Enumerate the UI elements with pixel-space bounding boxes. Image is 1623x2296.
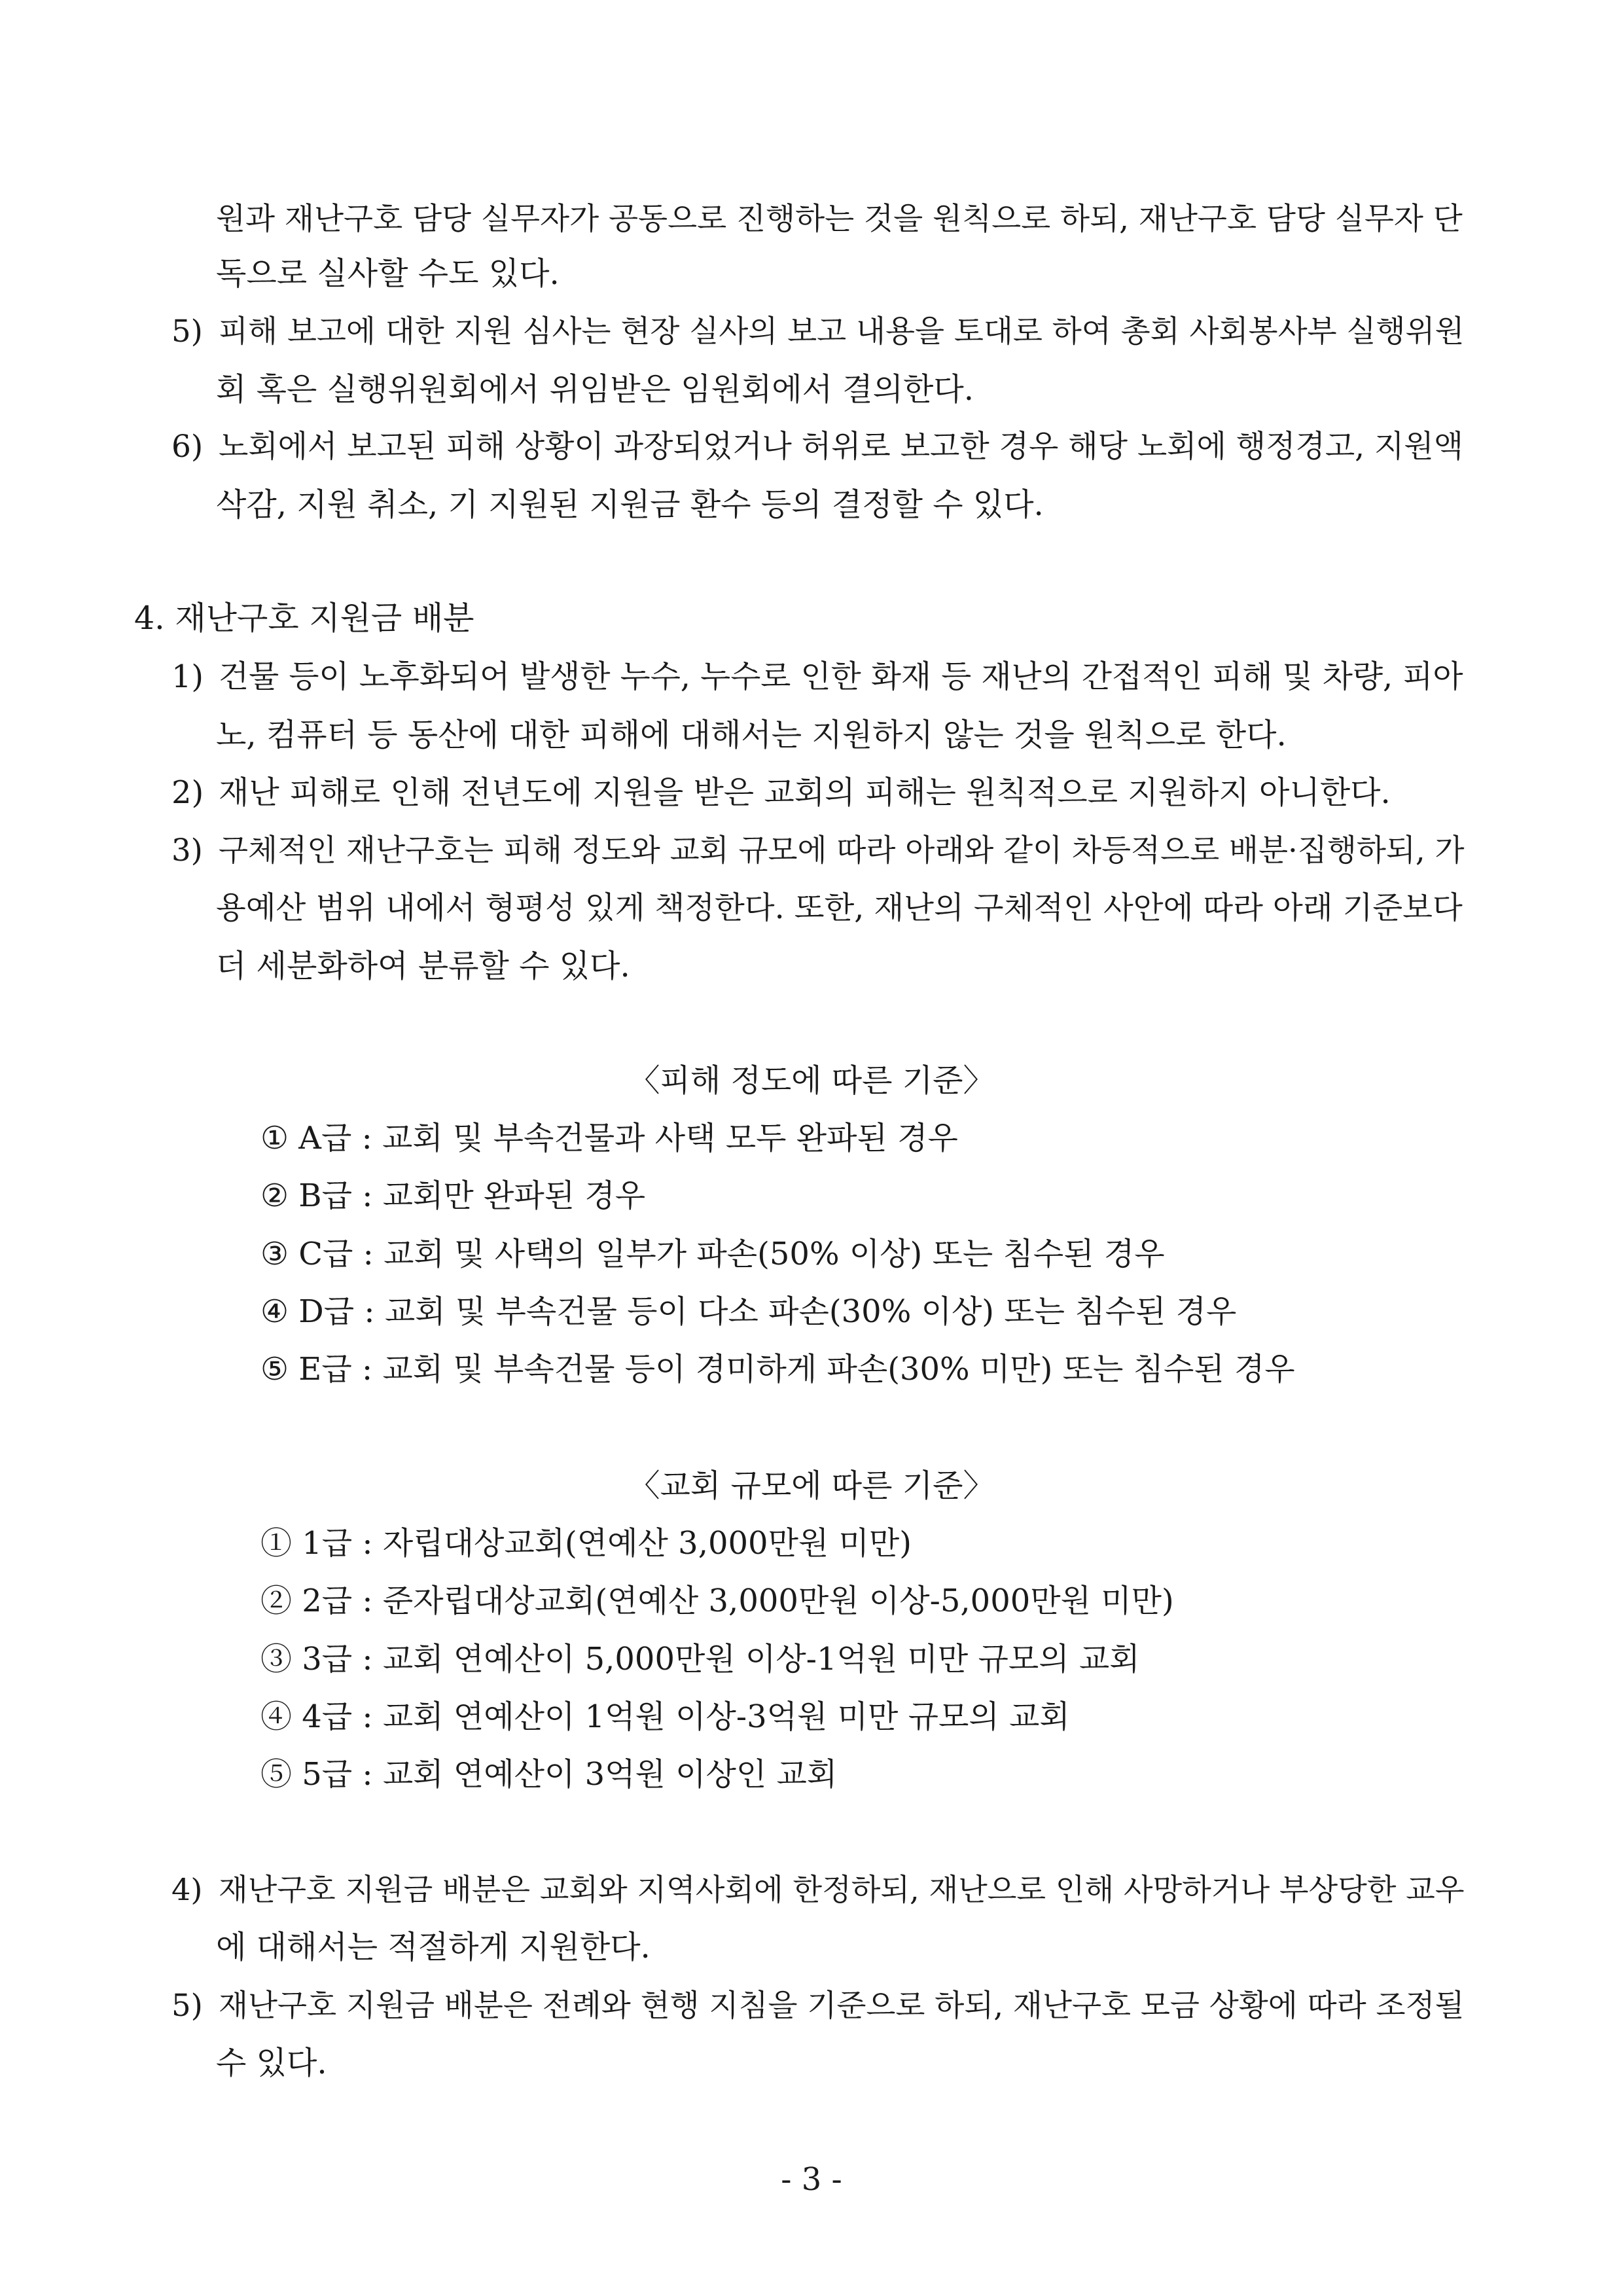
damage-criteria-item: ② B급 : 교회만 완파된 경우 <box>260 1177 646 1214</box>
list-item <box>171 1986 1465 2025</box>
continued-text-line: 독으로 실사할 수도 있다. <box>216 255 560 292</box>
damage-criteria-item: ③ C급 : 교회 및 사택의 일부가 파손(50% 이상) 또는 침수된 경우 <box>260 1236 1165 1272</box>
list-item <box>171 312 1465 351</box>
item-text: 재난 피해로 인해 전년도에 지원을 받은 교회의 피해는 원칙적으로 지원하지 아니한다. <box>219 774 1391 811</box>
item-text-continuation: 에 대해서는 적절하게 지원한다. <box>216 1929 651 1965</box>
item-text: 재난구호 지원금 배분은 전례와 현행 지침을 기준으로 하되, 재난구호 모금 상황에 따라 조정될 <box>219 1988 1465 2023</box>
item-text-continuation: 용예산 범위 내에서 형평성 있게 책정한다. 또한, 재난의 구체적인 사안에 따라 아래 기준보다 <box>216 890 1463 926</box>
item-text: 노회에서 보고된 피해 상황이 과장되었거나 허위로 보고한 경우 해당 노회에 행정경고, 지원액 <box>219 429 1464 465</box>
item-text: 피해 보고에 대한 지원 심사는 현장 실사의 보고 내용을 토대로 하여 총회 사회봉사부 실행위원 <box>219 314 1465 349</box>
damage-criteria-item: ① A급 : 교회 및 부속건물과 사택 모두 완파된 경우 <box>260 1120 958 1157</box>
size-criteria-item: ③ 3급 : 교회 연예산이 5,000만원 이상-1억원 미만 규모의 교회 <box>260 1641 1140 1677</box>
item-text-continuation: 삭감, 지원 취소, 기 지원된 지원금 환수 등의 결정할 수 있다. <box>216 486 1044 523</box>
list-item <box>171 658 1463 697</box>
damage-criteria-item: ④ D급 : 교회 및 부속건물 등이 다소 파손(30% 이상) 또는 침수된 경우 <box>260 1293 1237 1330</box>
item-number: 1) <box>171 659 204 695</box>
item-text-continuation: 더 세분화하여 분류할 수 있다. <box>216 948 630 984</box>
item-text-continuation: 수 있다. <box>216 2045 327 2081</box>
item-number: 4) <box>171 1872 203 1907</box>
section-heading: 4. 재난구호 지원금 배분 <box>134 600 474 637</box>
list-item <box>171 1870 1465 1909</box>
damage-criteria-item: ⑤ E급 : 교회 및 부속건물 등이 경미하게 파손(30% 미만) 또는 침수된 경우 <box>260 1351 1295 1388</box>
size-criteria-item: ② 2급 : 준자립대상교회(연예산 3,000만원 이상-5,000만원 미만) <box>260 1583 1174 1619</box>
size-criteria-item: ⑤ 5급 : 교회 연예산이 3억원 이상인 교회 <box>260 1756 838 1793</box>
item-number: 5) <box>171 1988 203 2023</box>
item-number: 5) <box>171 314 203 349</box>
size-criteria-item: ① 1급 : 자립대상교회(연예산 3,000만원 미만) <box>260 1525 912 1562</box>
item-text: 건물 등이 노후화되어 발생한 누수, 누수로 인한 화재 등 재난의 간접적인 피해 및 차량, 피아 <box>219 659 1463 695</box>
item-text-continuation: 노, 컴퓨터 등 동산에 대한 피해에 대해서는 지원하지 않는 것을 원칙으로 한다. <box>216 717 1287 753</box>
item-number: 6) <box>171 429 204 465</box>
list-item <box>171 427 1463 467</box>
page-number: - 3 - <box>781 2161 842 2198</box>
list-item <box>171 831 1465 870</box>
continued-text-line: 원과 재난구호 담당 실무자가 공동으로 진행하는 것을 원칙으로 하되, 재난구호 담당 실무자 단 <box>216 202 1463 237</box>
item-number: 2) <box>171 774 204 811</box>
list-item <box>171 773 1391 812</box>
item-text: 구체적인 재난구호는 피해 정도와 교회 규모에 따라 아래와 같이 차등적으로 배분·집행하되, 가 <box>219 833 1465 868</box>
item-text: 재난구호 지원금 배분은 교회와 지역사회에 한정하되, 재난으로 인해 사망하거나 부상당한 교우 <box>219 1872 1465 1907</box>
item-text-continuation: 회 혹은 실행위원회에서 위임받은 임원회에서 결의한다. <box>216 371 974 408</box>
damage-criteria-title: 〈피해 정도에 따른 기준〉 <box>628 1062 995 1099</box>
size-criteria-title: 〈교회 규모에 따른 기준〉 <box>628 1467 995 1504</box>
size-criteria-item: ④ 4급 : 교회 연예산이 1억원 이상-3억원 미만 규모의 교회 <box>260 1698 1070 1735</box>
item-number: 3) <box>171 833 203 868</box>
